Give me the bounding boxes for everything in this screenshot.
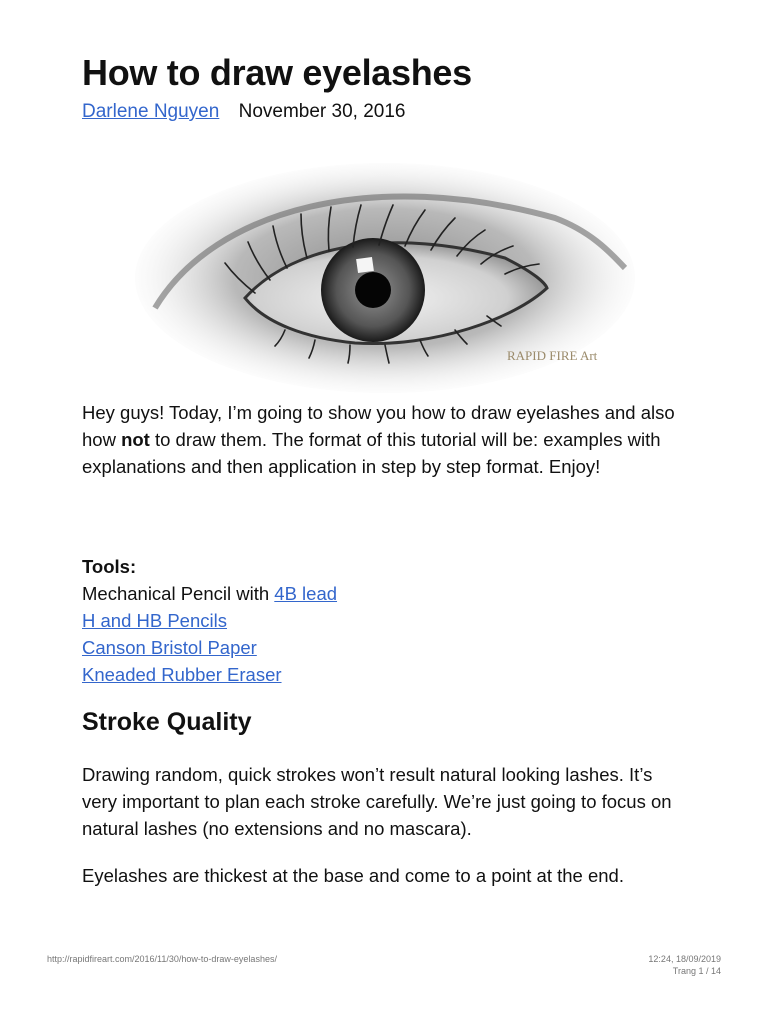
tools-item-pencil: Mechanical Pencil with 4B lead — [82, 583, 338, 604]
stroke-paragraph-2: Eyelashes are thickest at the base and come to a point at the end. — [82, 865, 624, 886]
image-watermark: RAPID FIRE Art — [507, 348, 598, 363]
tools-list — [82, 553, 692, 688]
intro-paragraph: Hey guys! Today, I’m going to show you how to draw eyelashes and also how not to draw them. The format of this tutorial will be: examples with explanations and then application in step by step format. Enjoy! — [82, 402, 675, 477]
pencils-link[interactable]: H and HB Pencils — [82, 610, 227, 631]
footer-timestamp: 12:24, 18/09/2019 — [648, 954, 721, 964]
tools-heading: Tools: — [82, 556, 137, 577]
section-heading: Stroke Quality — [82, 708, 252, 736]
eye-drawing-image — [135, 148, 635, 393]
emphasis-not: not — [121, 429, 150, 450]
stroke-paragraph-1: Drawing random, quick strokes won’t result natural looking lashes. It’s very important to plan each stroke carefully. We’re just going to focus on natural lashes (no extensions and no mascara). — [82, 764, 672, 839]
paper-link[interactable]: Canson Bristol Paper — [82, 637, 257, 658]
lead-link[interactable]: 4B lead — [274, 583, 338, 604]
author-link[interactable]: Darlene Nguyen — [82, 101, 220, 122]
article-title: How to draw eyelashes — [82, 52, 472, 93]
eraser-link[interactable]: Kneaded Rubber Eraser — [82, 664, 282, 685]
publish-date: November 30, 2016 — [238, 101, 406, 122]
footer-url: http://rapidfireart.com/2016/11/30/how-to-draw-eyelashes/ — [47, 954, 277, 964]
article-meta — [82, 101, 405, 123]
footer-page-number: Trang 1 / 14 — [672, 966, 721, 976]
